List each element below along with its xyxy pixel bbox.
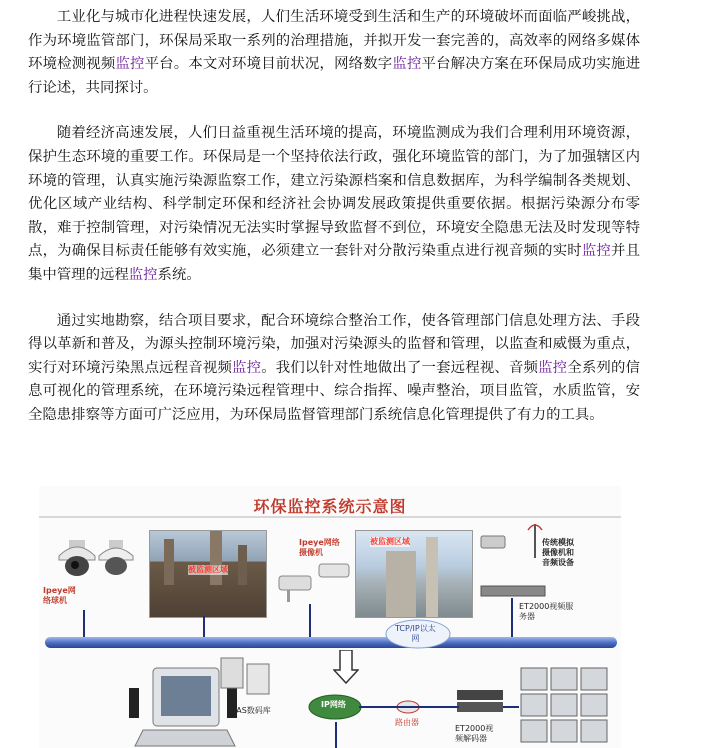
link-line (335, 722, 337, 748)
article-paragraph-2 (28, 122, 640, 287)
label-ipeye-dome: Ipeye网 络球机 (43, 586, 76, 605)
video-server-icon (479, 582, 549, 600)
paragraph-text: 全系列的信息可视化的管理系统，在环境污染远程管理中、综合指挥、噪声整治，项目监管，水质监管，安全隐患排察等方面可广泛应用，为环保局监督管理部门系统信息化管理提供了有力的工具。 (28, 359, 640, 423)
link-line (83, 610, 85, 638)
figure-title: 环保监控系统示意图 (253, 497, 407, 516)
storage-icon (217, 654, 279, 704)
down-arrow-icon (333, 650, 359, 684)
paragraph-text: 工业化与城市化进程快速发展，人们生活环境受到生活和生产的环境破坏而面临严峻挑战，作为环境监管部门，环保局采取一系列的治理措施，并拟开发一套完善的，高效率的网络多媒体环境检测视频 (28, 9, 640, 73)
label-analog: 传统模拟 摄像机和 音频设备 (542, 538, 574, 567)
keyword-link: 监控 (232, 359, 262, 376)
label-area-1: 被监测区域 (188, 565, 228, 574)
paragraph-text: 。我们以针对性地做出了一套远程视、音频 (261, 359, 539, 376)
link-line (511, 598, 513, 638)
label-et2000-server: ET2000视频服 务器 (519, 602, 574, 621)
label-ipeye-cam: Ipeye网络 摄像机 (299, 538, 340, 557)
keyword-link: 监控 (581, 243, 611, 260)
dome-cameras-icon (51, 538, 141, 586)
box-cameras-icon (275, 560, 355, 606)
keyword-link: 监控 (538, 359, 568, 376)
article-paragraph-1 (28, 6, 640, 100)
link-line (503, 706, 519, 708)
paragraph-text: 平台解决方案在环保局成功实施进行论述，共同探讨。 (28, 56, 640, 96)
label-decoder: ET2000视 频解码器 (455, 724, 494, 743)
paragraph-text: 平台。本文对环境目前状况，网络数字 (144, 56, 393, 73)
label-tcp: TCP/IP以太 网 (395, 624, 436, 643)
label-area-2: 被监测区域 (370, 537, 410, 546)
keyword-link: 监控 (392, 56, 422, 73)
analog-camera-icon (479, 532, 509, 552)
keyword-link: 监控 (115, 56, 145, 73)
monitored-area-1-photo (149, 530, 267, 618)
video-wall-icon (517, 666, 621, 748)
link-line (359, 706, 459, 708)
label-router: 路由器 (395, 718, 419, 727)
ethernet-bus (45, 637, 617, 648)
link-line (203, 616, 205, 638)
decoder-icon (453, 686, 509, 726)
article-paragraph-3 (28, 310, 640, 428)
link-line (309, 604, 311, 638)
paragraph-text: 系统。 (157, 266, 201, 283)
article-body (28, 6, 640, 450)
keyword-link: 监控 (128, 266, 158, 283)
paragraph-text: 并且集中管理的远程 (28, 243, 640, 283)
system-diagram-figure (39, 486, 621, 748)
label-sas: SAS数码库 (231, 706, 271, 715)
paragraph-text: 通过实地勘察，结合项目要求，配合环境综合整治工作，使各管理部门信息处理方法、手段得以革新和普及，为源头控制环境污染，加强对污染源头的监督和管理，以监查和威慑为重点，实行对环境污染黑点远程音视频 (28, 312, 640, 376)
monitored-area-2-photo (355, 530, 473, 618)
label-ip-network: IP网络 (321, 700, 346, 709)
paragraph-text: 随着经济高速发展，人们日益重视生活环境的提高，环境监测成为我们合理利用环境资源，保护生态环境的重要工作。环保局是一个坚持依法行政，强化环境监管的部门，为了加强辖区内环境的管理，认真实施污染源监察工作，建立污染源档案和信息数据库，为科学编制各类规划、优化区域产业结构、科学制定环保和经济社会协调发展政策提供重要依据。根据污染源分布零散，难于控制管理，对污染情况无法实时掌握导致监督不到位，环境安全隐患无法及时发现等特点，为确保目标责任能够有效实施，必须建立一套针对分散污染重点进行视音频的实时 (28, 125, 640, 260)
title-divider (39, 516, 621, 518)
